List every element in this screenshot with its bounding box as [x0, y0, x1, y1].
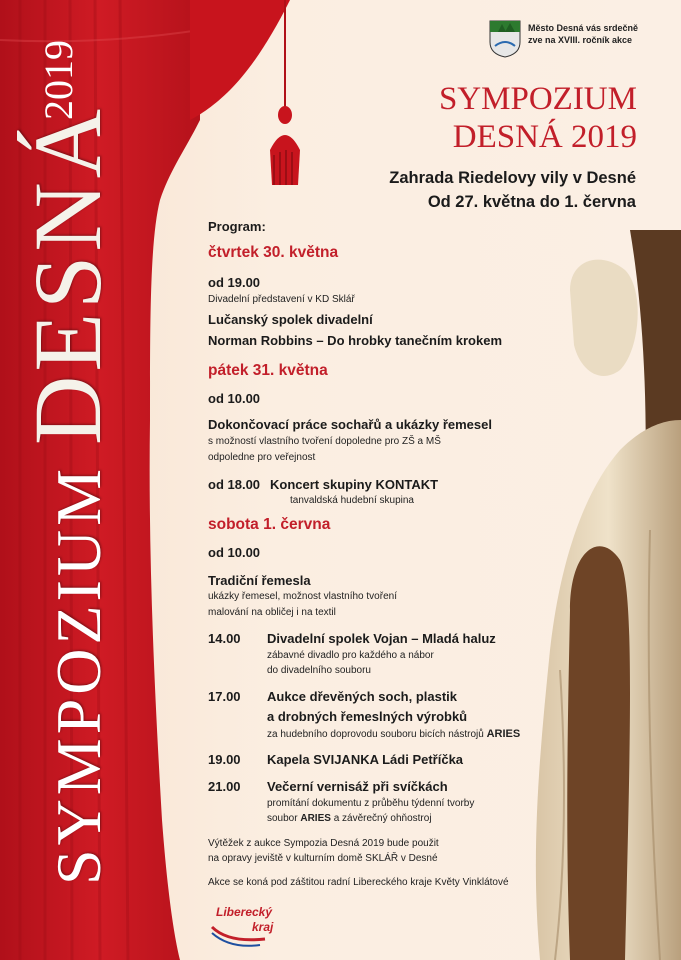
note-item-4b-text-b: a závěrečný ohňostroj: [333, 813, 432, 824]
note-item-2: [267, 728, 520, 740]
note-item-1b: do divadelního souboru: [267, 665, 371, 676]
title-item-1: Divadelní spolek Vojan – Mladá haluz: [267, 631, 496, 646]
note-item-4b-bold: ARIES: [300, 813, 331, 824]
invite-line-1: Město Desná vás srdečně: [528, 23, 639, 33]
title-line-2: DESNÁ 2019: [452, 119, 637, 155]
title-item-2b: a drobných řemeslných výrobků: [267, 709, 468, 724]
title-line-1: SYMPOZIUM: [438, 81, 637, 117]
time-item-4: 21.00: [208, 779, 241, 794]
event-title: [345, 80, 637, 156]
title-item-4: Večerní vernisáž při svíčkách: [267, 779, 448, 794]
event-saturday-title: Tradiční řemesla: [208, 573, 311, 588]
event-dates: Od 27. května do 1. června: [427, 193, 636, 211]
vertical-year: 2019: [36, 40, 81, 120]
venue-name: Zahrada Riedelovy vily v Desné: [389, 169, 636, 187]
proceeds-line-1: Výtěžek z aukce Sympozia Desná 2019 bude použit: [208, 838, 439, 849]
time-item-3: 19.00: [208, 752, 241, 767]
proceeds-line-2: na opravy jeviště v kulturním domě SKLÁŘ v Desné: [208, 853, 438, 864]
note-item-2-bold: ARIES: [486, 728, 521, 740]
event-friday-concert: Koncert skupiny KONTAKT: [270, 477, 439, 492]
note-item-4a: promítání dokumentu z průběhu týdenní tvorby: [267, 798, 475, 809]
event-thursday-title-2: Norman Robbins – Do hrobky tanečním krokem: [208, 333, 503, 348]
patronage-text: Akce se koná pod záštitou radní Libereckého kraje Květy Vinklátové: [208, 877, 509, 888]
vertical-desna: DESNÁ: [14, 104, 121, 445]
event-thursday-title-1: Lučanský spolek divadelní: [208, 312, 373, 327]
vertical-sympozium: SYMPOZIUM: [43, 464, 114, 885]
time-saturday: od 10.00: [208, 545, 261, 560]
note-item-4b-text-a: soubor: [267, 813, 298, 824]
program-label: Program:: [208, 219, 266, 234]
time-item-1: 14.00: [208, 631, 241, 646]
note-friday-2: odpoledne pro veřejnost: [208, 452, 316, 463]
note-saturday-1: ukázky řemesel, možnost vlastního tvoření: [208, 591, 397, 602]
day-heading-thursday: čtvrtek 30. května: [208, 244, 339, 261]
time-item-2: 17.00: [208, 689, 241, 704]
note-friday-concert: tanvaldská hudební skupina: [290, 495, 414, 506]
note-friday-1: s možností vlastního tvoření dopoledne pro ZŠ a MŠ: [208, 436, 441, 447]
time-thursday: od 19.00: [208, 275, 261, 290]
day-heading-friday: pátek 31. května: [208, 362, 328, 379]
wooden-sculpture-image: [530, 230, 681, 960]
note-item-1a: zábavné divadlo pro každého a nábor: [267, 650, 434, 661]
time-friday-2: od 18.00: [208, 477, 261, 492]
title-item-2: Aukce dřevěných soch, plastik: [267, 689, 458, 704]
day-heading-saturday: sobota 1. června: [208, 516, 331, 533]
title-item-3: Kapela SVIJANKA Ládi Petříčka: [267, 752, 464, 767]
note-item-2-text: za hudebního doprovodu souboru bicích nástrojů: [267, 729, 484, 740]
invite-line-2: zve na XVIII. ročník akce: [528, 35, 633, 45]
time-friday: od 10.00: [208, 391, 261, 406]
curtain-tassel-graphic: [190, 0, 320, 200]
logo-line-2: kraj: [252, 920, 274, 934]
logo-line-1: Liberecký: [216, 905, 273, 919]
venue-block: [340, 166, 636, 214]
invitation-text: [528, 22, 678, 46]
vertical-title: [12, 104, 121, 885]
liberecky-kraj-logo: [210, 905, 300, 951]
event-friday-title: Dokončovací práce sochařů a ukázky řemesel: [208, 417, 492, 432]
note-thursday: Divadelní představení v KD Sklář: [208, 294, 355, 305]
note-saturday-2: malování na obličej i na textil: [208, 607, 336, 618]
note-item-4b: [267, 813, 432, 824]
town-crest-icon: [489, 20, 521, 58]
